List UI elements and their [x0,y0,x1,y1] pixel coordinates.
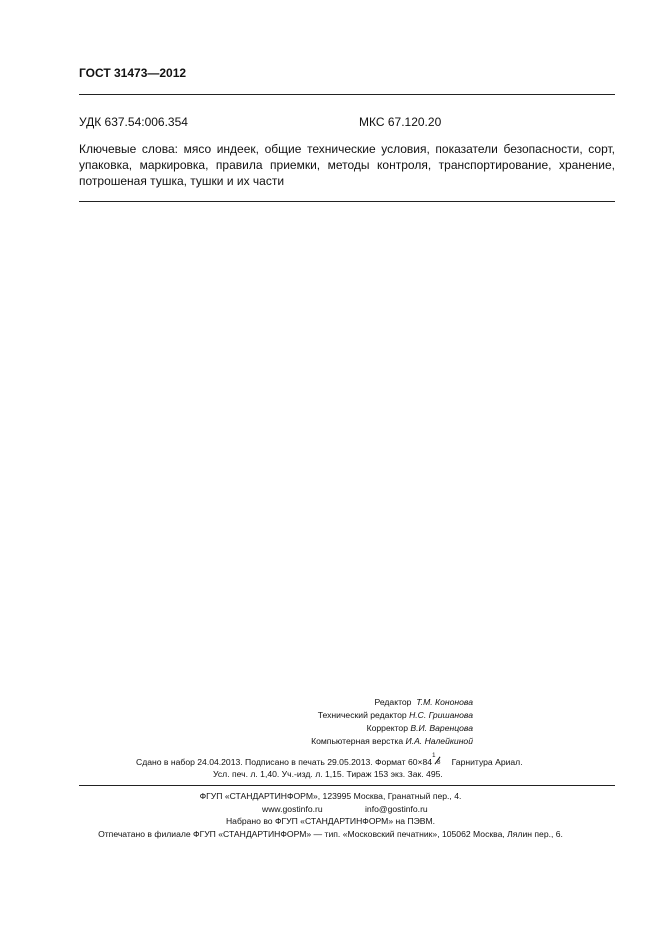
format-fraction [432,753,442,766]
credit-tech-editor [190,709,473,722]
document-title: ГОСТ 31473—2012 [79,66,187,80]
udk-code: УДК 637.54:006.354 [79,115,188,129]
credit-label: Компьютерная верстка [311,736,404,746]
publisher-divider [79,785,615,786]
publisher-email: info@gostinfo.ru [365,804,428,814]
publisher-address: ФГУП «СТАНДАРТИНФОРМ», 123995 Москва, Гранатный пер., 4. [199,791,462,801]
credit-name: Н.С. Гришанова [409,710,473,720]
credit-layout [190,735,473,748]
print-dates-format: Сдано в набор 24.04.2013. Подписано в печать 29.05.2013. Формат 60×84 [136,757,433,767]
publisher-typeset: Набрано во ФГУП «СТАНДАРТИНФОРМ» на ПЭВМ. [225,816,436,826]
print-info-line-1 [136,753,523,767]
credit-name: Т.М. Кононова [416,697,473,707]
print-info-line-2: Усл. печ. л. 1,40. Уч.-изд. л. 1,15. Тираж 153 экз. Зак. 495. [213,769,443,779]
publisher-site: www.gostinfo.ru [262,804,323,814]
format-numerator: 1 [432,753,436,759]
credit-corrector [190,722,473,735]
credits-block [190,696,473,748]
header-divider [79,94,615,95]
credit-label: Редактор [374,697,412,707]
format-denominator: 8 [437,760,441,766]
credit-editor [190,696,473,709]
credit-name: И.А. Налейкиной [405,736,473,746]
credit-name: В.И. Варенцова [410,723,473,733]
credit-label: Корректор [366,723,408,733]
keywords-paragraph: Ключевые слова: мясо индеек, общие технические условия, показатели безопасности, сорт, упаковка, маркировка, правила приемки, методы контроля, транспортирование, хранение, потрошеная тушка, тушки и их части [79,142,615,188]
publisher-printed: Отпечатано в филиале ФГУП «СТАНДАРТИНФОРМ» — тип. «Московский печатник», 105062 Москва, Лялин пер., 6. [98,829,563,839]
print-typeface: Гарнитура Ариал. [451,757,523,767]
mks-code: МКС 67.120.20 [359,115,442,129]
keywords-divider [79,201,615,202]
credit-label: Технический редактор [317,710,407,720]
